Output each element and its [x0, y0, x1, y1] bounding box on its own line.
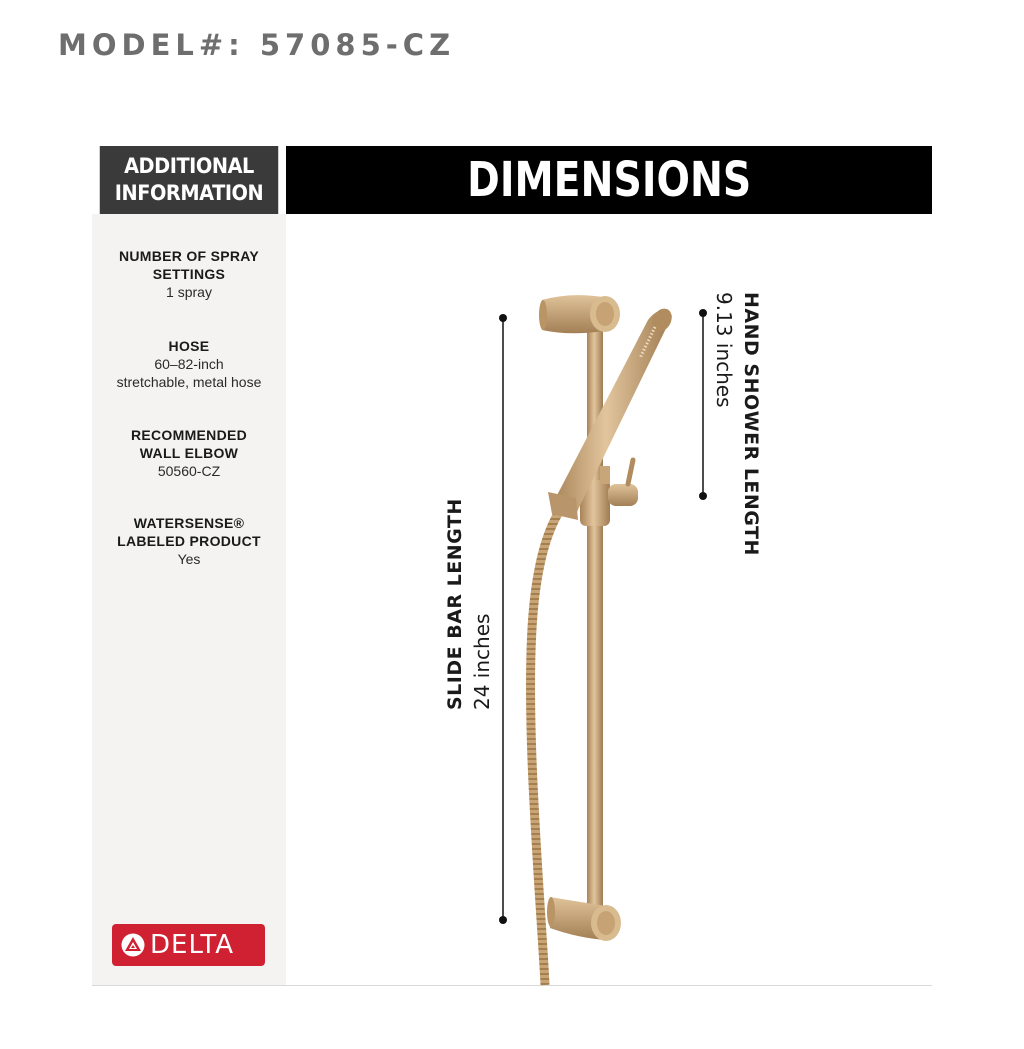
header-left-line1: ADDITIONAL: [124, 154, 254, 178]
hand-shower-dimension-line: [699, 309, 707, 500]
model-number: MODEL#: 57085-CZ: [58, 28, 456, 62]
slide-bar-value: 24 inches: [470, 613, 494, 710]
hand-shower-label: [712, 292, 762, 556]
header-left-line2: INFORMATION: [114, 181, 264, 205]
info-title: WATERSENSE® LABELED PRODUCT: [117, 515, 261, 549]
slide-bar-title: SLIDE BAR LENGTH: [444, 498, 466, 710]
info-value: 60–82-inch stretchable, metal hose: [116, 356, 262, 390]
info-title: RECOMMENDED WALL ELBOW: [130, 427, 248, 461]
info-title: HOSE: [168, 338, 210, 354]
slide-bar-label: [444, 498, 494, 710]
bottom-wall-bracket: [547, 897, 621, 941]
slide-bar-dimension-line: [499, 314, 507, 924]
info-value: 50560-CZ: [157, 463, 221, 479]
dimensions-title: DIMENSIONS: [466, 152, 752, 208]
hand-shower-title: HAND SHOWER LENGTH: [740, 292, 762, 556]
slide-bar: [587, 318, 603, 918]
info-value: 1 spray: [166, 284, 212, 300]
hand-shower-value: 9.13 inches: [712, 292, 736, 408]
info-title: NUMBER OF SPRAY SETTINGS: [118, 248, 260, 282]
top-wall-bracket: [539, 295, 620, 333]
brand-name: DELTA: [150, 930, 235, 960]
info-value: Yes: [177, 551, 201, 567]
